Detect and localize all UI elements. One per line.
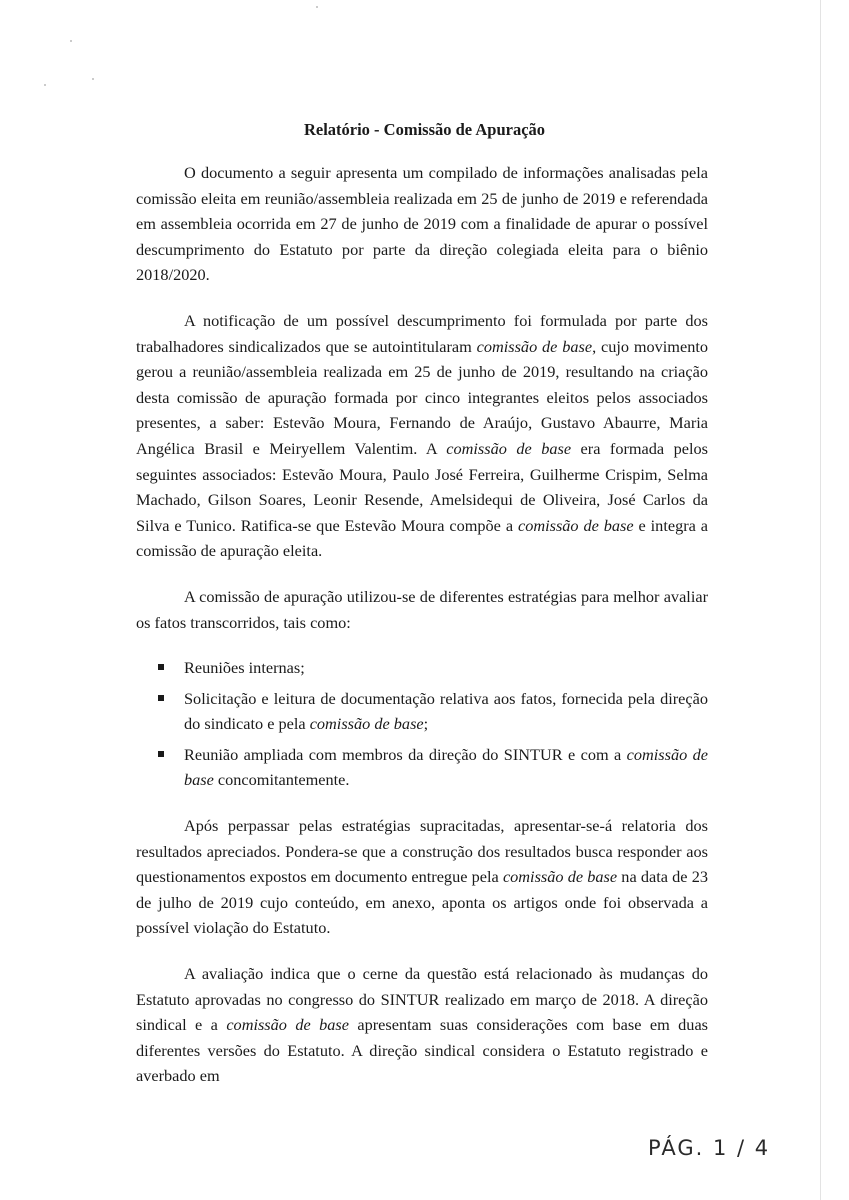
scan-edge-line: [820, 0, 821, 1200]
italic-term: comissão de base: [446, 438, 572, 458]
list-item: [136, 742, 708, 793]
italic-term: comissão de base: [226, 1015, 349, 1035]
italic-term: comissão de base: [184, 744, 708, 790]
list-item: [136, 686, 708, 737]
list-item: [136, 655, 708, 681]
italic-term: comissão de base: [502, 867, 618, 887]
paragraph: [136, 813, 708, 941]
paragraph: [136, 160, 708, 288]
bullet-icon: [158, 664, 164, 670]
text-run: Reuniões internas;: [184, 658, 305, 678]
italic-term: comissão de base: [476, 336, 593, 356]
text-run: era formada pelos seguintes associados: Estevão Moura, Paulo José Ferreira, Guilherme Crispim, Selma Machado, Gilson Soares, Leonir Resende, Amelsidequi de Oliveira, José Carlos da Silva e Tunico. Ratifica-se que Estevão Moura compõe a: [136, 438, 709, 535]
text-run: A avaliação indica que o cerne da questão está relacionado às mudanças do Estatuto aprovadas no congresso do SINTUR realizado em março de 2018. A direção sindical e a: [136, 964, 708, 1035]
text-run: Reunião ampliada com membros da direção do SINTUR e com a: [184, 744, 627, 764]
text-run: Solicitação e leitura de documentação relativa aos fatos, fornecida pela direção do sindicato e pela: [184, 688, 708, 734]
scan-speck: [44, 84, 46, 86]
text-run: A comissão de apuração utilizou-se de diferentes estratégias para melhor avaliar os fatos transcorridos, tais como:: [136, 586, 708, 632]
strategy-list: [136, 655, 708, 793]
scan-speck: [92, 78, 94, 80]
scan-speck: [70, 40, 72, 42]
paragraph: [136, 584, 708, 635]
text-run: e integra a comissão de apuração eleita.: [136, 515, 709, 561]
bullet-icon: [158, 695, 164, 701]
handwritten-page-number: PÁG. 1 / 4: [648, 1136, 771, 1160]
text-run: na data de 23 de julho de 2019 cujo conteúdo, em anexo, aponta os artigos onde foi observada a possível violação do Estatuto.: [136, 867, 709, 938]
text-run: , cujo movimento gerou a reunião/assembleia realizada em 25 de junho de 2019, resultando na criação desta comissão de apuração formada por cinco integrantes eleitos pelos associados presentes, a saber: Estevão Moura, Fernando de Araújo, Gustavo Abaurre, Maria Angélica Brasil e Meiryellem Valentim. A: [136, 336, 708, 458]
text-run: A notificação de um possível descumprimento foi formulada por parte dos trabalhadores sindicalizados que se autointitularam: [136, 310, 708, 356]
document-title: Relatório - Comissão de Apuração: [303, 120, 546, 139]
text-run: O documento a seguir apresenta um compilado de informações analisadas pela comissão eleita em reunião/assembleia realizada em 25 de junho de 2019 e referendada em assembleia ocorrida em 27 de junho de 2019 com a finalidade de apurar o possível descumprimento do Estatuto por parte da direção colegiada eleita para o biênio 2018/2020.: [136, 163, 708, 285]
text-run: Após perpassar pelas estratégias supracitadas, apresentar-se-á relatoria dos resultados apreciados. Pondera-se que a construção dos resultados busca responder aos questionamentos expostos em documento entregue pela: [136, 816, 708, 887]
text-run: apresentam suas considerações com base em duas diferentes versões do Estatuto. A direção sindical considera o Estatuto registrado e averbado em: [136, 1015, 709, 1086]
document-body: [136, 160, 708, 1109]
paragraph: [136, 961, 708, 1089]
paragraph: [136, 308, 708, 564]
text-run: ;: [423, 714, 429, 734]
bullet-icon: [158, 751, 164, 757]
italic-term: comissão de base: [309, 714, 424, 734]
scan-speck: [316, 6, 318, 8]
italic-term: comissão de base: [517, 515, 634, 535]
text-run: concomitantemente.: [213, 770, 350, 790]
